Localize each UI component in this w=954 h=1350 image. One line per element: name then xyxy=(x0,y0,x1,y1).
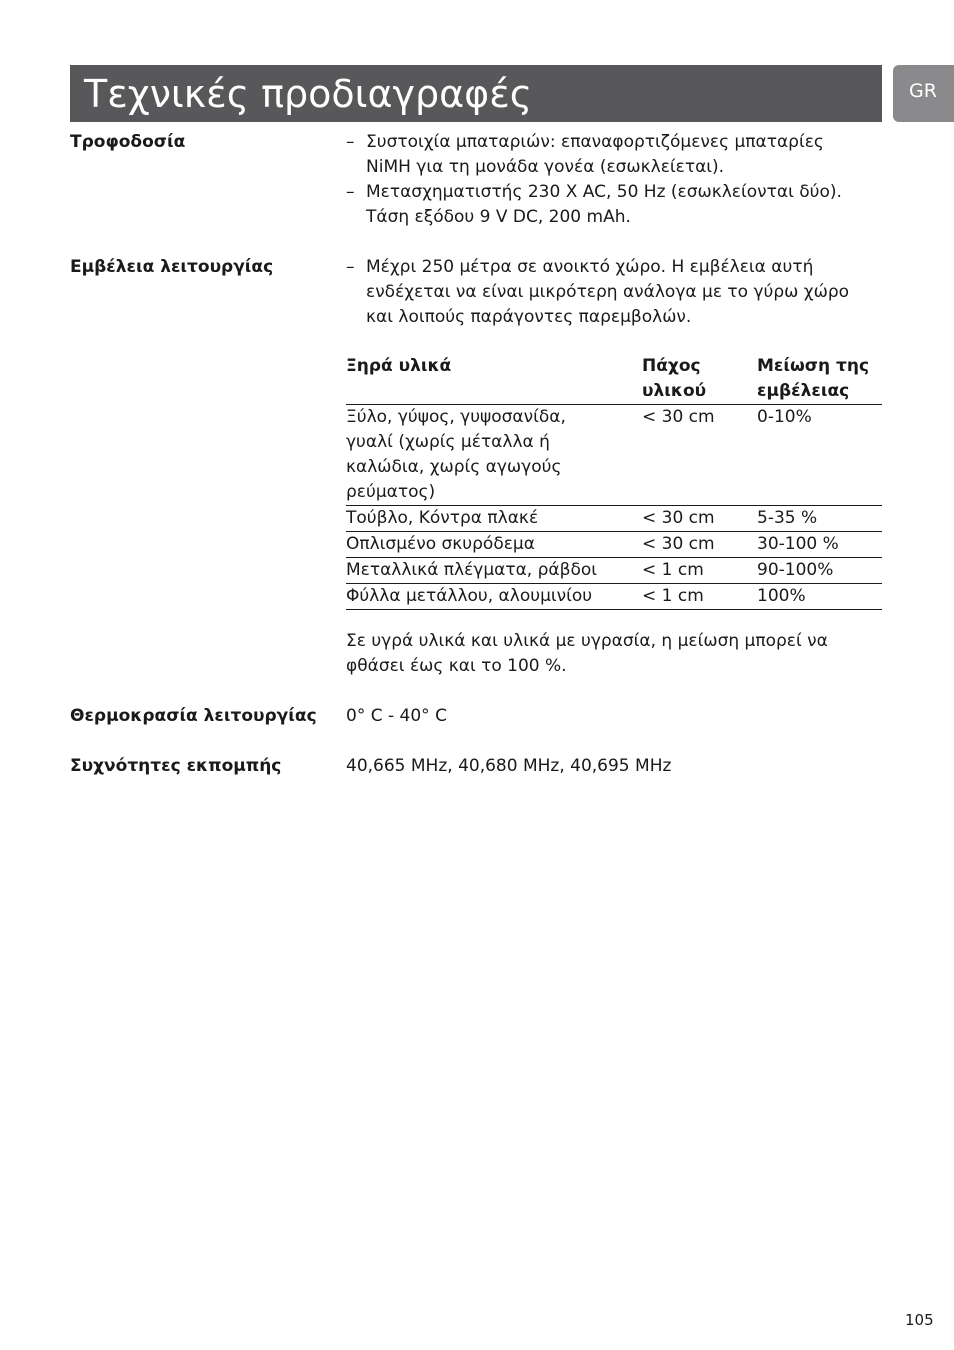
cell-reduction: 100% xyxy=(757,584,882,610)
cell-line: Φύλλα μετάλλου, αλουμινίου xyxy=(346,586,593,606)
cell-line: ρεύματος) xyxy=(346,482,436,502)
cell-thickness: < 1 cm xyxy=(642,558,757,584)
dash-marker: – xyxy=(346,257,355,277)
header-reduction xyxy=(757,354,882,405)
bullet-item xyxy=(346,180,882,230)
bullet-line: Μέχρι 250 μέτρα σε ανοικτό χώρο. Η εμβέλεια αυτή xyxy=(366,257,814,277)
cell-material xyxy=(346,558,642,584)
cell-material xyxy=(346,506,642,532)
header-line: υλικού xyxy=(642,381,707,401)
spec-value-range xyxy=(346,255,882,330)
spec-value-frequencies: 40,665 MHz, 40,680 MHz, 40,695 MHz xyxy=(346,756,672,776)
table-row xyxy=(346,584,882,610)
bullet-item xyxy=(346,255,882,330)
note-line: Σε υγρά υλικά και υλικά με υγρασία, η μείωση μπορεί να xyxy=(346,631,828,651)
cell-line: καλώδια, χωρίς αγωγούς xyxy=(346,457,562,477)
cell-reduction: 90-100% xyxy=(757,558,882,584)
note-text xyxy=(346,629,882,679)
dash-marker: – xyxy=(346,132,355,152)
bullet-line: ενδέχεται να είναι μικρότερη ανάλογα με το γύρω χώρο xyxy=(366,282,850,302)
header-line: εμβέλειας xyxy=(757,381,850,401)
header-line: Μείωση της xyxy=(757,356,870,376)
language-code: GR xyxy=(909,80,937,102)
table-row xyxy=(346,405,882,506)
cell-reduction: 5-35 % xyxy=(757,506,882,532)
cell-thickness: < 30 cm xyxy=(642,405,757,506)
bullet-line: NiMH για τη μονάδα γονέα (εσωκλείεται). xyxy=(366,157,725,177)
cell-reduction: 30-100 % xyxy=(757,532,882,558)
cell-line: Ξύλο, γύψος, γυψοσανίδα, xyxy=(346,407,566,427)
bullet-line: Συστοιχία μπαταριών: επαναφορτιζόμενες μπαταρίες xyxy=(366,132,824,152)
spec-label-temperature: Θερμοκρασία λειτουργίας xyxy=(70,706,317,726)
cell-material xyxy=(346,584,642,610)
spec-label-frequencies: Συχνότητες εκπομπής xyxy=(70,756,282,776)
bullet-item xyxy=(346,130,882,180)
bullet-line: Τάση εξόδου 9 V DC, 200 mAh. xyxy=(366,207,631,227)
section-title-bar xyxy=(70,65,882,122)
cell-thickness: < 30 cm xyxy=(642,532,757,558)
cell-line: Τούβλο, Κόντρα πλακέ xyxy=(346,508,539,528)
cell-thickness: < 1 cm xyxy=(642,584,757,610)
cell-line: Μεταλλικά πλέγματα, ράβδοι xyxy=(346,560,598,580)
header-material xyxy=(346,354,642,405)
cell-reduction: 0-10% xyxy=(757,405,882,506)
materials-table xyxy=(346,354,882,610)
spec-label-range: Εμβέλεια λειτουργίας xyxy=(70,257,274,277)
spec-label-power: Τροφοδοσία xyxy=(70,132,186,152)
cell-line: Οπλισμένο σκυρόδεμα xyxy=(346,534,535,554)
header-line: Ξηρά υλικά xyxy=(346,356,452,376)
header-line: Πάχος xyxy=(642,356,701,376)
table-row xyxy=(346,532,882,558)
table-row xyxy=(346,558,882,584)
bullet-line: και λοιπούς παράγοντες παρεμβολών. xyxy=(366,307,692,327)
table-header-row xyxy=(346,354,882,405)
dash-marker: – xyxy=(346,182,355,202)
cell-thickness: < 30 cm xyxy=(642,506,757,532)
cell-line: γυαλί (χωρίς μέταλλα ή xyxy=(346,432,550,452)
language-tab xyxy=(893,65,954,122)
table-row xyxy=(346,506,882,532)
cell-material xyxy=(346,532,642,558)
note-line: φθάσει έως και το 100 %. xyxy=(346,656,567,676)
bullet-line: Μετασχηματιστής 230 X AC, 50 Hz (εσωκλείονται δύο). xyxy=(366,182,842,202)
page-number: 105 xyxy=(905,1311,934,1329)
page-title: Τεχνικές προδιαγραφές xyxy=(84,72,533,116)
spec-value-power xyxy=(346,130,882,230)
spec-value-temperature: 0° C - 40° C xyxy=(346,706,447,726)
header-thickness xyxy=(642,354,757,405)
cell-material xyxy=(346,405,642,506)
